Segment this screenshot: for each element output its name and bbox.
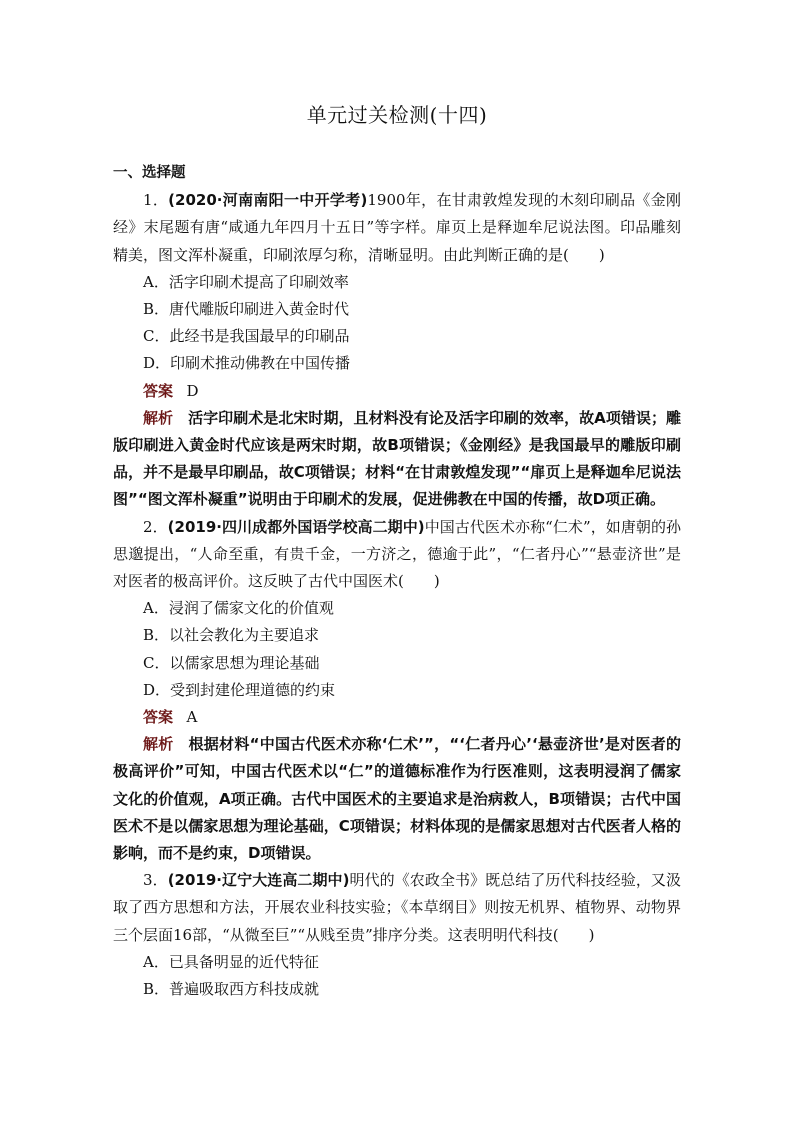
question-1-option-d: D．印刷术推动佛教在中国传播 bbox=[143, 354, 351, 373]
question-1-option-b: B．唐代雕版印刷进入黄金时代 bbox=[143, 300, 350, 319]
answer-label: 答案 bbox=[143, 708, 174, 727]
question-number: 3． bbox=[143, 871, 168, 890]
question-1-stem bbox=[113, 187, 681, 269]
question-3-option-a: A．已具备明显的近代特征 bbox=[143, 952, 319, 971]
question-2-option-b: B．以社会教化为主要追求 bbox=[143, 626, 320, 645]
question-source: (2019·辽宁大连高二期中) bbox=[167, 871, 350, 890]
page-title: 单元过关检测(十四) bbox=[306, 103, 488, 127]
question-source: (2020·河南南阳一中开学考) bbox=[168, 191, 368, 210]
explanation-text: 根据材料“中国古代医术亦称‘仁术’”，“‘仁者丹心’‘悬壶济世’是对医者的极高评价”可知，中国古代医术以“仁”的道德标准作为行医准则，这表明浸润了儒家文化的价值观，A项正确。古代中国医术的主要追求是治病救人，B项错误；古代中国医术不是以儒家思想为理论基础，C项错误；材料体现的是儒家思想对古代医者人格的影响，而不是约束，D项错误。 bbox=[113, 735, 681, 863]
explanation-label: 解析 bbox=[143, 408, 174, 427]
question-1-explanation bbox=[113, 405, 681, 514]
explanation-label: 解析 bbox=[143, 735, 174, 754]
question-2-explanation bbox=[113, 731, 681, 867]
question-2-option-a: A．浸润了儒家文化的价值观 bbox=[143, 599, 334, 618]
question-2-option-d: D．受到封建伦理道德的约束 bbox=[143, 680, 336, 699]
question-1-option-a: A．活字印刷术提高了印刷效率 bbox=[143, 272, 349, 291]
question-1-option-c: C．此经书是我国最早的印刷品 bbox=[143, 327, 350, 346]
question-2-option-c: C．以儒家思想为理论基础 bbox=[143, 653, 320, 672]
question-3-stem bbox=[113, 867, 681, 949]
question-2-answer bbox=[113, 704, 681, 731]
answer-value: A bbox=[186, 708, 198, 727]
document-body bbox=[113, 160, 681, 1003]
question-text: 1900年，在甘肃敦煌发现的木刻印刷品《金刚经》末尾题有唐“咸通九年四月十五日”等字样。扉页上是释迦牟尼说法图。印品雕刻精美，图文浑朴凝重，印刷浓厚匀称，清晰显明。由此判断正确的是( ) bbox=[113, 191, 681, 264]
question-3-option-b: B．普遍吸取西方科技成就 bbox=[143, 980, 320, 999]
question-text: 中国古代医术亦称“仁术”，如唐朝的孙思邈提出，“人命至重，有贵千金，一方济之，德逾于此”，“仁者丹心”“悬壶济世”是对医者的极高评价。这反映了古代中国医术( ) bbox=[113, 517, 682, 591]
question-source: (2019·四川成都外国语学校高二期中) bbox=[167, 517, 425, 536]
question-text: 明代的《农政全书》既总结了历代科技经验，又汲取了西方思想和方法，开展农业科技实验；《本草纲目》则按无机界、植物界、动物界三个层面16部，“从微至巨”“从贱至贵”排序分类。这表明明代科技( ) bbox=[113, 871, 681, 944]
answer-label: 答案 bbox=[143, 381, 174, 400]
question-1-answer bbox=[113, 378, 681, 405]
question-number: 1． bbox=[143, 191, 169, 210]
question-number: 2． bbox=[143, 517, 168, 536]
section-heading: 一、选择题 bbox=[113, 165, 186, 181]
explanation-text: 活字印刷术是北宋时期，且材料没有论及活字印刷的效率，故A项错误；雕版印刷进入黄金时代应该是两宋时期，故B项错误；《金刚经》是我国最早的雕版印刷品，并不是最早印刷品，故C项错误；材料“在甘肃敦煌发现”“扉页上是释迦牟尼说法图”“图文浑朴凝重”说明由于印刷术的发展，促进佛教在中国的传播，故D项正确。 bbox=[113, 408, 681, 509]
answer-value: D bbox=[186, 381, 199, 400]
question-2-stem bbox=[113, 514, 681, 596]
